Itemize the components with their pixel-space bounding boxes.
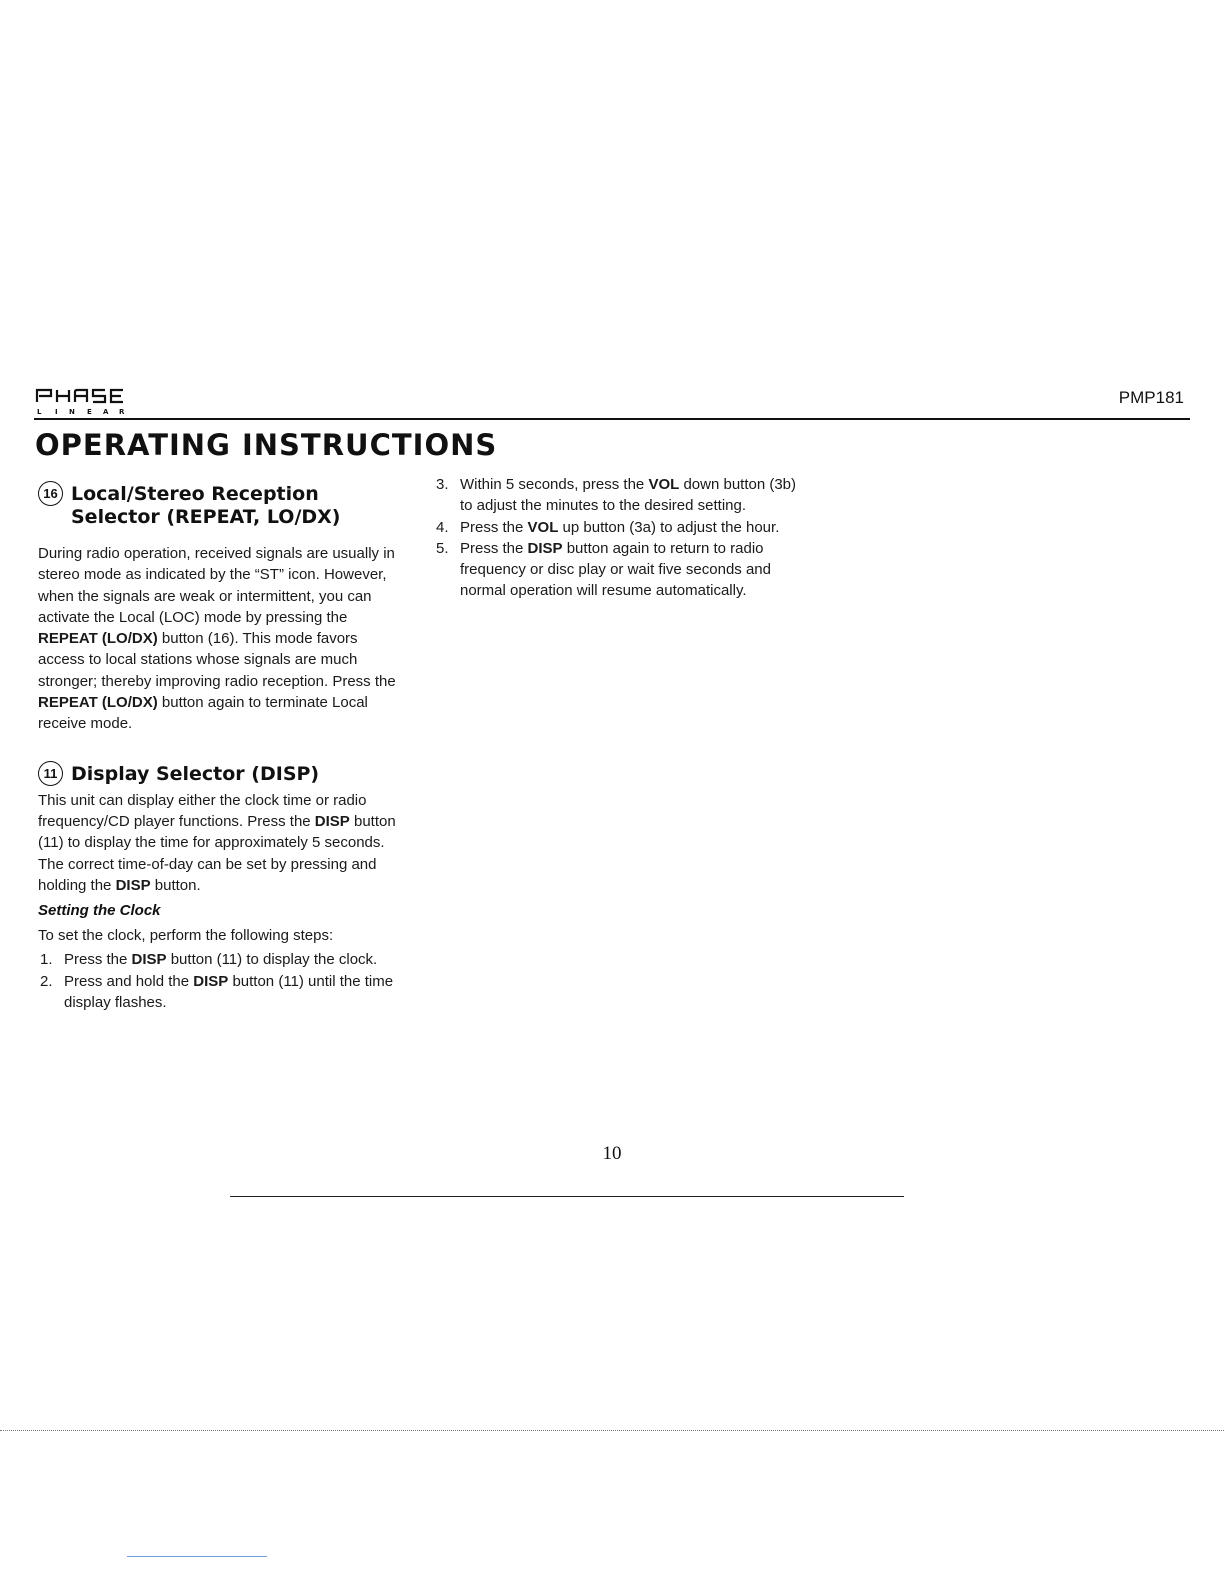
text-run: Press the: [460, 539, 528, 557]
text-run: Press the: [64, 951, 132, 969]
step-number: 2.: [40, 972, 53, 990]
list-item: [38, 949, 404, 970]
bold-run: DISP: [314, 812, 350, 830]
model-number: PMP181: [1118, 388, 1184, 407]
section-11-title: Display Selector (DISP): [71, 762, 320, 785]
text-run: Within 5 seconds, press the: [460, 476, 649, 493]
svg-text:I: I: [55, 408, 58, 416]
text-run: button again to terminate Local receive mode.: [38, 694, 368, 733]
step-number: 1.: [40, 951, 53, 969]
text-run: up button (3a) to adjust the hour.: [558, 518, 780, 536]
bold-run: DISP: [115, 876, 151, 894]
list-item: [434, 474, 806, 517]
text-run: button.: [150, 876, 201, 894]
text-run: This unit can display either the clock time or radio frequency/CD player functions. Press the: [38, 791, 367, 830]
svg-text:N: N: [69, 408, 75, 416]
list-item: [434, 517, 806, 538]
section-16-badge: 16: [38, 481, 63, 506]
phase-linear-logo: [35, 386, 155, 420]
step-number: 5.: [436, 539, 449, 557]
section-16-title: Local/Stereo Reception Selector (REPEAT, LO/DX): [71, 483, 341, 528]
page-title: OPERATING INSTRUCTIONS: [35, 428, 498, 462]
scan-dotted-line: [0, 1430, 1224, 1431]
bold-run: DISP: [131, 951, 167, 969]
text-run: down button (3b) to adjust the minutes to the desired setting.: [460, 476, 797, 515]
bold-run: DISP: [527, 539, 563, 557]
setting-clock-intro: To set the clock, perform the following steps:: [38, 927, 334, 945]
steps-list-right: [434, 474, 806, 602]
step-number: 4.: [436, 518, 449, 536]
text-run: Press and hold the: [64, 972, 194, 990]
section-11-heading: [38, 763, 404, 786]
bold-run: DISP: [193, 972, 229, 990]
section-16-paragraph: [38, 543, 404, 735]
section-11-badge: 11: [38, 761, 63, 786]
svg-text:L: L: [37, 408, 42, 416]
svg-text:R: R: [119, 408, 125, 416]
steps-list-left: [38, 949, 404, 1013]
list-item: [434, 538, 806, 602]
bold-run: REPEAT (LO/DX): [38, 630, 158, 648]
text-run: button (11) until the time display flashes.: [64, 972, 394, 1012]
left-column: [38, 483, 404, 1013]
page-number: 10: [602, 1143, 622, 1164]
phase-linear-logo-graphic: [35, 386, 145, 420]
text-run: Press the: [460, 518, 528, 536]
footer-rule: [230, 1196, 904, 1197]
list-item: [38, 971, 404, 1014]
text-run: button (16). This mode favors access to local stations whose signals are much stronger; thereby improving radio reception. Press the: [38, 630, 396, 690]
bold-run: REPEAT (LO/DX): [38, 694, 158, 712]
bold-run: VOL: [527, 518, 559, 536]
text-run: During radio operation, received signals are usually in stereo mode as indicated by the “ST” icon. However, when the signals are weak or intermittent, you can activate the Local (LOC) mode by pressing the: [38, 545, 395, 626]
section-16-heading: [38, 483, 404, 529]
text-run: button (11) to display the time for approximately 5 seconds. The correct time-of-day can be set by pressing and holding the: [38, 812, 396, 894]
svg-text:E: E: [87, 408, 92, 416]
section-11-paragraph: [38, 790, 404, 896]
header-rule: [34, 418, 1190, 420]
text-run: button (11) to display the clock.: [166, 951, 378, 969]
right-column: [434, 474, 806, 602]
scan-blue-line: [127, 1556, 267, 1557]
svg-text:A: A: [103, 408, 109, 416]
bold-run: VOL: [648, 476, 680, 493]
setting-clock-subheading: Setting the Clock: [38, 902, 161, 920]
text-run: button again to return to radio frequency or disc play or wait five seconds and normal operation will resume automatically.: [460, 539, 771, 600]
step-number: 3.: [436, 476, 449, 493]
